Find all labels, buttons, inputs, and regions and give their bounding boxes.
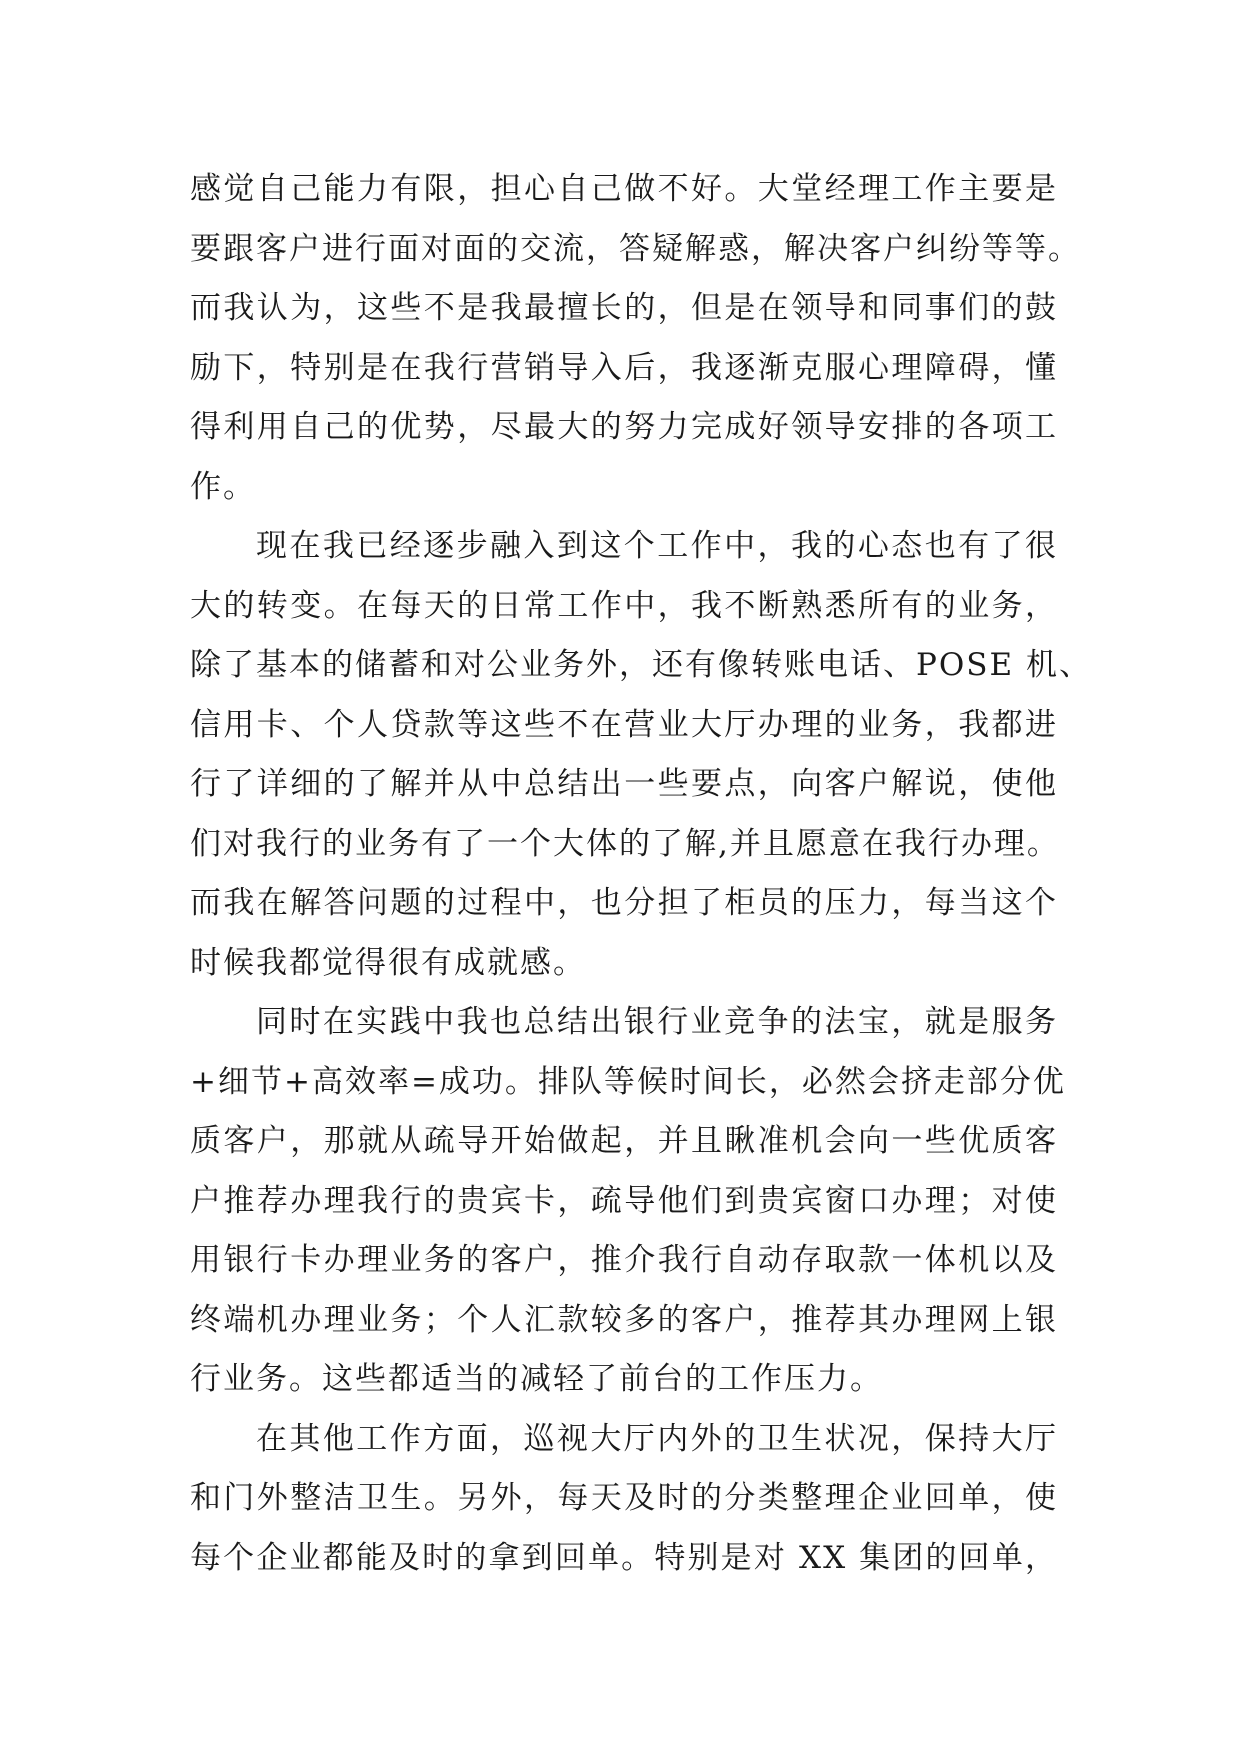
- text-line: 和门外整洁卫生。另外，每天及时的分类整理企业回单，使: [190, 1480, 1058, 1516]
- text-line: 大的转变。在每天的日常工作中，我不断熟悉所有的业务，: [190, 587, 1058, 624]
- text-line: 信用卡、个人贷款等这些不在营业大厅办理的业务，我都进: [190, 706, 1058, 743]
- text-line: 们对我行的业务有了一个大体的了解,并且愿意在我行办理。: [190, 825, 1060, 862]
- text-line: 作。: [190, 468, 256, 505]
- text-line: 得利用自己的优势，尽最大的努力完成好领导安排的各项工: [190, 409, 1058, 445]
- text-line: 户推荐办理我行的贵宾卡，疏导他们到贵宾窗口办理；对使: [190, 1182, 1058, 1219]
- text-line: 而我认为，这些不是我最擅长的，但是在领导和同事们的鼓: [190, 290, 1058, 326]
- text-line: 终端机办理业务；个人汇款较多的客户，推荐其办理网上银: [190, 1301, 1058, 1338]
- text-line: 质客户，那就从疏导开始做起，并且瞅准机会向一些优质客: [190, 1123, 1058, 1159]
- text-line: 现在我已经逐步融入到这个工作中，我的心态也有了很: [256, 528, 1058, 564]
- paragraph-3: [190, 993, 1066, 1410]
- text-line: 每个企业都能及时的拿到回单。特别是对 XX 集团的回单，: [190, 1539, 1058, 1576]
- text-line: +细节+高效率=成功。排队等候时间长，必然会挤走部分优: [190, 1063, 1066, 1100]
- text-line: 感觉自己能力有限，担心自己做不好。大堂经理工作主要是: [190, 171, 1058, 207]
- text-line: 行了详细的了解并从中总结出一些要点，向客户解说，使他: [190, 766, 1058, 802]
- paragraph-4: [190, 1410, 1058, 1589]
- paragraph-2: [190, 517, 1092, 993]
- paragraph-1: [190, 160, 1081, 517]
- text-line: 用银行卡办理业务的客户，推介我行自动存取款一体机以及: [190, 1242, 1058, 1278]
- document-body: [190, 160, 1092, 1588]
- text-line: 励下，特别是在我行营销导入后，我逐渐克服心理障碍，懂: [190, 349, 1058, 386]
- text-line: 同时在实践中我也总结出银行业竞争的法宝，就是服务: [256, 1004, 1058, 1040]
- text-line: 行业务。这些都适当的减轻了前台的工作压力。: [190, 1361, 883, 1397]
- text-line: 要跟客户进行面对面的交流，答疑解惑，解决客户纠纷等等。: [190, 230, 1081, 267]
- text-line: 在其他工作方面，巡视大厅内外的卫生状况，保持大厅: [256, 1420, 1058, 1457]
- text-line: 时候我都觉得很有成就感。: [190, 944, 586, 981]
- text-line: 而我在解答问题的过程中，也分担了柜员的压力，每当这个: [190, 885, 1058, 921]
- text-line: 除了基本的储蓄和对公业务外，还有像转账电话、POSE 机、: [190, 647, 1092, 683]
